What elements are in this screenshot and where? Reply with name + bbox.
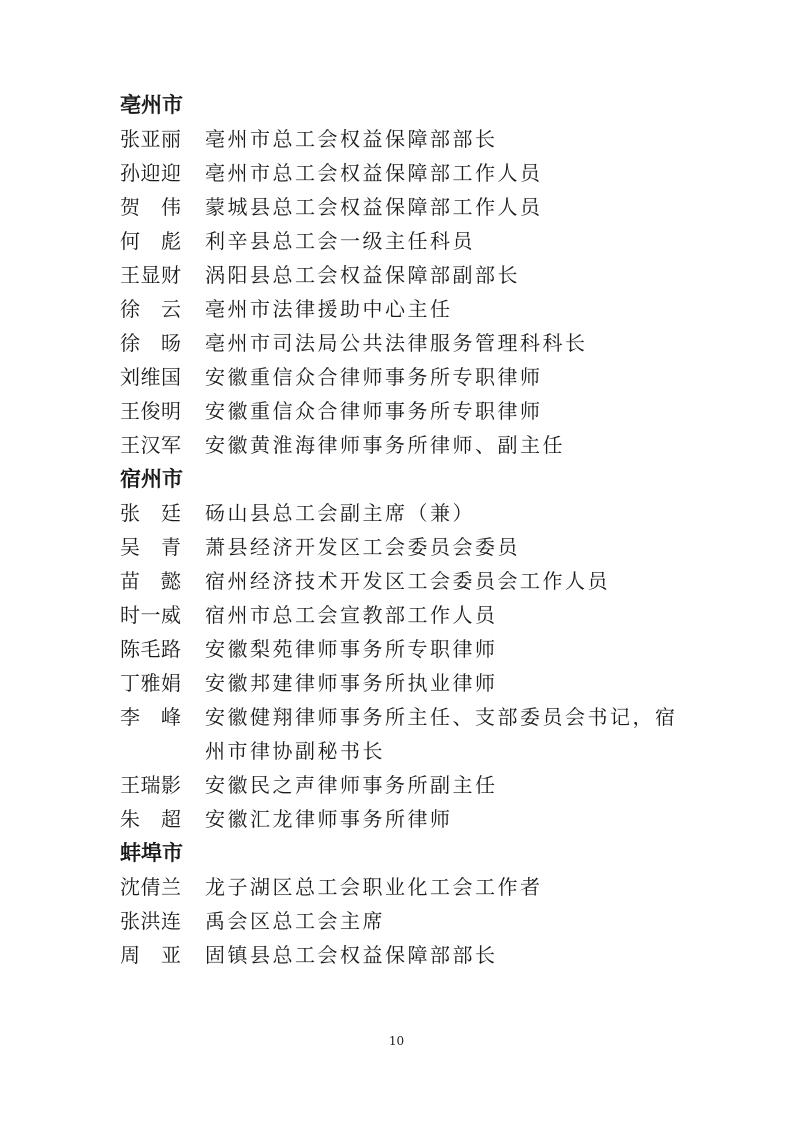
member-title: 安徽民之声律师事务所副主任: [205, 773, 498, 797]
member-title: 安徽梨苑律师事务所专职律师: [205, 637, 498, 661]
list-item: [120, 802, 690, 836]
member-name: 王汉军: [120, 433, 182, 457]
member-name: 苗 懿: [120, 569, 182, 593]
section-heading-bengbu: 蚌埠市: [120, 841, 183, 865]
member-name: 朱 超: [120, 807, 182, 831]
list-item: [120, 394, 690, 428]
list-item: [120, 496, 690, 530]
list-item: [120, 632, 690, 666]
member-title: 宿州经济技术开发区工会委员会工作人员: [205, 569, 610, 593]
member-name: 张亚丽: [120, 127, 182, 151]
page-number: 10: [388, 1034, 405, 1048]
list-item: [120, 122, 690, 156]
member-name: 贺 伟: [120, 195, 182, 219]
list-item: [120, 530, 690, 564]
member-title: 亳州市总工会权益保障部工作人员: [205, 161, 543, 185]
member-title: 安徽健翔律师事务所主任、支部委员会书记，宿州市律协副秘书长: [205, 705, 678, 763]
member-title: 涡阳县总工会权益保障部副部长: [205, 263, 520, 287]
member-name: 何 彪: [120, 229, 182, 253]
member-title: 安徽邦建律师事务所执业律师: [205, 671, 498, 695]
list-item: [120, 598, 690, 632]
list-item: [120, 700, 690, 768]
member-name: 陈毛路: [120, 637, 182, 661]
list-item: [120, 292, 690, 326]
member-title: 固镇县总工会权益保障部部长: [205, 943, 498, 967]
member-title: 安徽汇龙律师事务所律师: [205, 807, 453, 831]
member-title: 宿州市总工会宣教部工作人员: [205, 603, 498, 627]
member-name: 张 廷: [120, 501, 182, 525]
section-heading-suzhou: 宿州市: [120, 467, 183, 491]
member-name: 李 峰: [120, 705, 182, 729]
section-heading-bozhou: 亳州市: [120, 93, 183, 117]
member-title: 安徽重信众合律师事务所专职律师: [205, 399, 543, 423]
list-item: [120, 564, 690, 598]
member-title: 萧县经济开发区工会委员会委员: [205, 535, 520, 559]
list-item: [120, 428, 690, 462]
member-name: 周 亚: [120, 943, 182, 967]
list-item: [120, 258, 690, 292]
member-name: 张洪连: [120, 909, 182, 933]
member-title: 砀山县总工会副主席（兼）: [205, 501, 475, 525]
member-title: 亳州市司法局公共法律服务管理科科长: [205, 331, 588, 355]
member-title: 禹会区总工会主席: [205, 909, 385, 933]
list-item: [120, 156, 690, 190]
list-item: [120, 224, 690, 258]
list-item: [120, 360, 690, 394]
member-title: 利辛县总工会一级主任科员: [205, 229, 475, 253]
member-title: 安徽重信众合律师事务所专职律师: [205, 365, 543, 389]
member-name: 孙迎迎: [120, 161, 182, 185]
list-item: [120, 190, 690, 224]
member-list: [120, 88, 690, 972]
member-title: 蒙城县总工会权益保障部工作人员: [205, 195, 543, 219]
member-name: 王俊明: [120, 399, 182, 423]
list-item: [120, 666, 690, 700]
list-item: [120, 326, 690, 360]
member-title: 亳州市总工会权益保障部部长: [205, 127, 498, 151]
member-name: 刘维国: [120, 365, 182, 389]
member-title: 龙子湖区总工会职业化工会工作者: [205, 875, 543, 899]
member-title: 亳州市法律援助中心主任: [205, 297, 453, 321]
member-name: 徐 旸: [120, 331, 182, 355]
member-name: 王瑞影: [120, 773, 182, 797]
list-item: [120, 938, 690, 972]
member-name: 吴 青: [120, 535, 182, 559]
member-name: 丁雅娟: [120, 671, 182, 695]
list-item: [120, 904, 690, 938]
member-name: 时一威: [120, 603, 182, 627]
list-item: [120, 768, 690, 802]
list-item: [120, 870, 690, 904]
member-name: 王显财: [120, 263, 182, 287]
member-title: 安徽黄淮海律师事务所律师、副主任: [205, 433, 565, 457]
member-name: 徐 云: [120, 297, 182, 321]
member-name: 沈倩兰: [120, 875, 182, 899]
